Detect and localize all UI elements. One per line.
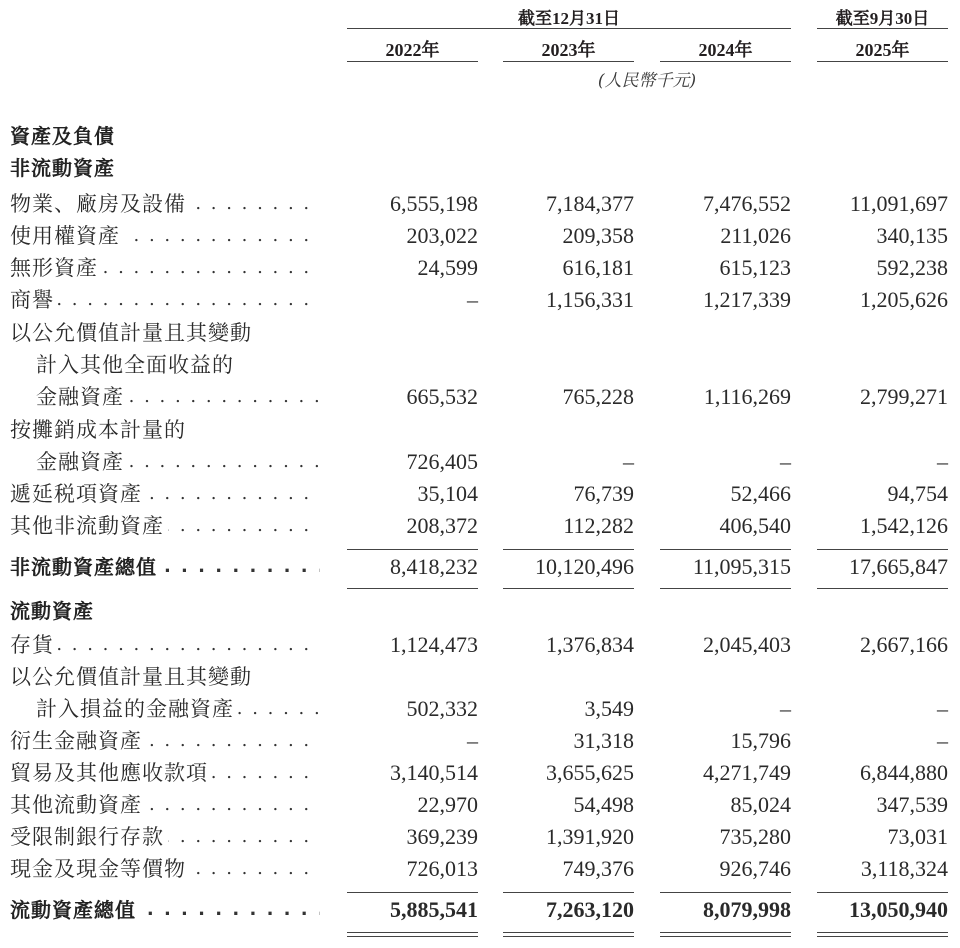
year-rule: [817, 61, 948, 62]
row-label: 商譽 . . .: [10, 285, 320, 315]
cell-2025: 1,542,126: [860, 513, 948, 538]
table-row: [0, 189, 960, 219]
row-label-line: 按攤銷成本計量的: [10, 418, 186, 442]
total-rule: [660, 588, 791, 589]
cell-2022: 6,555,198: [390, 191, 478, 216]
subtotal-rule: [660, 892, 791, 893]
cell-2024: 4,271,749: [703, 760, 791, 785]
cell-2022: 726,013: [406, 856, 478, 881]
cell-2023: 76,739: [573, 481, 634, 506]
total-rule: [503, 588, 634, 589]
cell-2025: 1,205,626: [860, 287, 948, 312]
cell-2022: 502,332: [406, 696, 478, 721]
header-span-sep30: 截至9月30日: [835, 9, 930, 28]
table-row: [0, 479, 960, 509]
cell-2024: 2,045,403: [703, 632, 791, 657]
cell-2024: 8,079,998: [703, 897, 791, 922]
row-label: 計入損益的金融資產 . . .: [36, 694, 320, 724]
table-row-label-line: [0, 662, 960, 692]
double-total-rule: [503, 932, 634, 937]
row-label-line: 以公允價值計量且其變動: [10, 665, 252, 689]
cell-2025: 94,754: [887, 481, 948, 506]
table-row-label-line: [0, 318, 960, 348]
table-row: [0, 726, 960, 756]
cell-2022: 369,239: [406, 824, 478, 849]
cell-2024: 85,024: [730, 792, 791, 817]
cell-2025: 3,118,324: [860, 856, 948, 881]
cell-2024: 211,026: [720, 223, 791, 248]
cell-2023: 616,181: [562, 255, 634, 280]
row-label: 其他非流動資產 . . .: [10, 511, 320, 541]
cell-2023: 1,156,331: [546, 287, 634, 312]
cell-2023: –: [623, 449, 634, 474]
row-label: 現金及現金等價物 . . .: [10, 854, 320, 884]
row-label-line: 計入其他全面收益的: [36, 353, 234, 377]
cell-2023: 7,263,120: [546, 897, 634, 922]
year-2023: 2023年: [541, 40, 596, 60]
subtotal-rule: [503, 549, 634, 550]
table-row: [0, 854, 960, 884]
row-label: 受限制銀行存款 . . .: [10, 822, 320, 852]
cell-2022: 22,970: [417, 792, 478, 817]
table-row: [0, 630, 960, 660]
cell-2024: 406,540: [719, 513, 791, 538]
cell-2022: 726,405: [406, 449, 478, 474]
cell-2022: 203,022: [406, 223, 478, 248]
cell-2025: 340,135: [876, 223, 948, 248]
table-row: [0, 758, 960, 788]
cell-2022: 665,532: [406, 384, 478, 409]
cell-2022: 8,418,232: [390, 554, 478, 579]
double-total-rule: [660, 932, 791, 937]
cell-2022: 208,372: [406, 513, 478, 538]
cell-2025: 13,050,940: [849, 897, 948, 922]
cell-2025: 592,238: [876, 255, 948, 280]
double-total-rule: [817, 932, 948, 937]
cell-2024: 926,746: [719, 856, 791, 881]
cell-2022: –: [467, 287, 478, 312]
cell-2022: –: [467, 728, 478, 753]
cell-2025: 347,539: [876, 792, 948, 817]
year-2025: 2025年: [855, 40, 910, 60]
table-row: [0, 285, 960, 315]
cell-2022: 35,104: [417, 481, 478, 506]
header-span-dec31: 截至12月31日: [518, 9, 620, 28]
cell-2024: 1,116,269: [703, 384, 791, 409]
row-label: 衍生金融資產 . . .: [10, 726, 320, 756]
current-total-row: [0, 895, 960, 925]
current-heading: 流動資產: [10, 599, 94, 623]
section-title: 資產及負債: [10, 124, 115, 148]
cell-2022: 3,140,514: [390, 760, 478, 785]
cell-2024: 15,796: [730, 728, 791, 753]
cell-2025: 11,091,697: [849, 191, 948, 216]
cell-2024: 1,217,339: [703, 287, 791, 312]
subtotal-rule: [817, 892, 948, 893]
subtotal-rule: [503, 892, 634, 893]
year-2024: 2024年: [698, 40, 753, 60]
row-label: 物業、廠房及設備 . . .: [10, 189, 320, 219]
year-rule: [347, 61, 478, 62]
subtotal-rule: [347, 549, 478, 550]
row-label: 存貨 . . .: [10, 630, 320, 660]
total-rule: [347, 588, 478, 589]
table-row: [0, 790, 960, 820]
cell-2023: 1,376,834: [546, 632, 634, 657]
row-label: 遞延税項資產 . . .: [10, 479, 320, 509]
double-total-rule: [347, 932, 478, 937]
table-row: [0, 822, 960, 852]
non-current-total-row: [0, 552, 960, 582]
row-label-line: 以公允價值計量且其變動: [10, 321, 252, 345]
table-row-label-line: [0, 415, 960, 445]
current-heading-row: [0, 596, 960, 626]
cell-2022: 24,599: [417, 255, 478, 280]
cell-2024: 52,466: [730, 481, 791, 506]
table-row: [0, 253, 960, 283]
cell-2023: 749,376: [562, 856, 634, 881]
table-row: [0, 447, 960, 477]
cell-2025: 2,667,166: [860, 632, 948, 657]
section-title-row: [0, 121, 960, 151]
non-current-heading-row: [0, 153, 960, 183]
cell-2023: 209,358: [562, 223, 634, 248]
year-rule: [660, 61, 791, 62]
year-rule: [503, 61, 634, 62]
year-2022: 2022年: [385, 40, 440, 60]
cell-2025: –: [937, 696, 948, 721]
non-current-heading: 非流動資產: [10, 156, 115, 180]
cell-2023: 10,120,496: [535, 554, 634, 579]
cell-2023: 31,318: [573, 728, 634, 753]
cell-2024: 7,476,552: [703, 191, 791, 216]
row-label: 金融資產 . . .: [36, 447, 320, 477]
table-row: [0, 382, 960, 412]
total-rule: [817, 588, 948, 589]
cell-2023: 765,228: [562, 384, 634, 409]
cell-2025: –: [937, 449, 948, 474]
cell-2023: 3,549: [584, 696, 634, 721]
table-row: [0, 694, 960, 724]
currency-unit: (人民幣千元): [597, 71, 697, 91]
cell-2023: 3,655,625: [546, 760, 634, 785]
cell-2023: 1,391,920: [546, 824, 634, 849]
cell-2025: 73,031: [887, 824, 948, 849]
cell-2024: 11,095,315: [692, 554, 791, 579]
cell-2024: 735,280: [719, 824, 791, 849]
row-label: 流動資產總值 . . .: [10, 895, 320, 925]
cell-2023: 7,184,377: [546, 191, 634, 216]
cell-2025: –: [937, 728, 948, 753]
header-rule-sep30: [817, 28, 948, 29]
table-row: [0, 511, 960, 541]
table-row: [0, 221, 960, 251]
row-label: 貿易及其他應收款項 . . .: [10, 758, 320, 788]
cell-2025: 6,844,880: [860, 760, 948, 785]
row-label: 使用權資產 . . .: [10, 221, 320, 251]
cell-2024: 615,123: [719, 255, 791, 280]
header-rule-dec31: [347, 28, 791, 29]
row-label: 非流動資產總值 . . .: [10, 552, 320, 582]
subtotal-rule: [347, 892, 478, 893]
cell-2025: 17,665,847: [849, 554, 948, 579]
table-row-label-line: [0, 350, 960, 380]
subtotal-rule: [660, 549, 791, 550]
row-label: 其他流動資產 . . .: [10, 790, 320, 820]
cell-2022: 5,885,541: [390, 897, 478, 922]
row-label: 無形資產 . . .: [10, 253, 320, 283]
cell-2023: 54,498: [573, 792, 634, 817]
subtotal-rule: [817, 549, 948, 550]
cell-2022: 1,124,473: [390, 632, 478, 657]
cell-2024: –: [780, 696, 791, 721]
cell-2025: 2,799,271: [860, 384, 948, 409]
cell-2023: 112,282: [563, 513, 634, 538]
cell-2024: –: [780, 449, 791, 474]
row-label: 金融資產 . . .: [36, 382, 320, 412]
